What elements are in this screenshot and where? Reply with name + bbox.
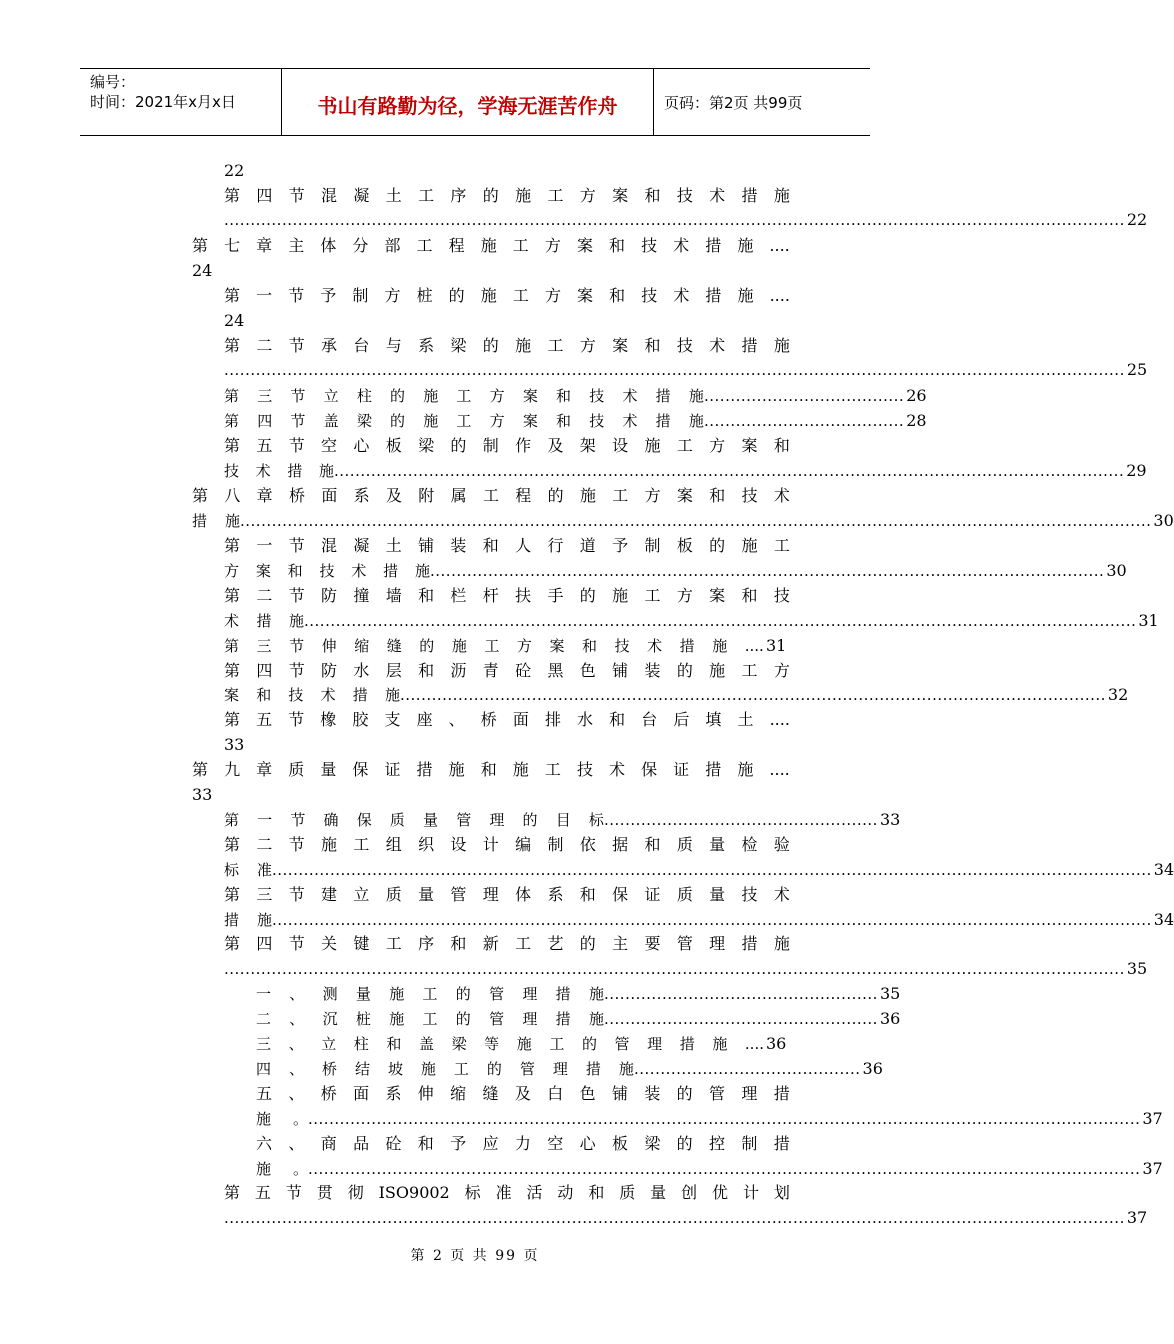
toc-page-number: 36 bbox=[862, 1059, 883, 1078]
toc-entry: 第 四 节 关 键 工 序 和 新 工 艺 的 主 要 管 理 措 施 bbox=[224, 934, 790, 953]
toc-chapter: 措 施 ............................................................................................................................................................................. 30 bbox=[192, 509, 792, 533]
page-info: 页码：第2页 共99页 bbox=[664, 93, 803, 112]
toc-leader-line: ........................................................................................................................................................................... 25 bbox=[224, 358, 792, 382]
page-footer: 第 2 页 共 99 页 bbox=[410, 1248, 540, 1264]
toc-page-number: 33 bbox=[224, 735, 245, 754]
toc-entry-title: 施 。 bbox=[256, 1110, 308, 1128]
toc-entry: 第 四 节 混 凝 土 工 序 的 施 工 方 案 和 技 术 措 施 bbox=[224, 186, 790, 205]
toc-page-number: 24 bbox=[224, 311, 245, 330]
toc-entry-title: 案 和 技 术 措 施 bbox=[224, 686, 400, 704]
toc-page-number: 34 bbox=[1153, 860, 1174, 879]
toc-entry-title: 四 、 桥 结 坡 施 工 的 管 理 措 施 bbox=[256, 1060, 634, 1078]
toc-entry-title: 标 准 bbox=[224, 861, 272, 879]
toc-entry-title: 措 施 bbox=[224, 911, 272, 929]
toc-entry: 措 施 ....................................................................................................................................................................... 34 bbox=[224, 908, 792, 932]
toc-entry: 第 五 节 贯 彻 ISO9002 标 准 活 动 和 质 量 创 优 计 划 bbox=[224, 1183, 790, 1202]
toc-page-number: 33 bbox=[879, 810, 901, 829]
toc-entry: 第 四 节 盖 梁 的 施 工 方 案 和 技 术 措 施 ...................................... 28 bbox=[224, 409, 792, 433]
toc-page-number: 22 bbox=[1126, 210, 1148, 229]
toc-page-number: 34 bbox=[1153, 910, 1174, 929]
toc-page-number: 29 bbox=[1126, 461, 1147, 480]
toc-entry-title: 术 措 施 bbox=[224, 612, 304, 630]
toc-entry: 案 和 技 术 措 施 ...................................................................................................................................... 32 bbox=[224, 683, 792, 707]
toc-entry-title: 第 一 节 确 保 质 量 管 理 的 目 标 bbox=[224, 811, 604, 829]
toc-entry: 第 三 节 建 立 质 量 管 理 体 系 和 保 证 质 量 技 术 bbox=[224, 885, 790, 904]
toc-page-number: 30 bbox=[1153, 511, 1174, 530]
toc-page-number: 24 bbox=[192, 261, 213, 280]
toc-page-number: 37 bbox=[1126, 1208, 1148, 1227]
toc-entry: 方 案 和 技 术 措 施 ................................................................................................................................ 30 bbox=[224, 559, 792, 583]
toc-entry: 第 三 节 立 柱 的 施 工 方 案 和 技 术 措 施 ...................................... 26 bbox=[224, 384, 792, 408]
toc-chapter: 第 九 章 质 量 保 证 措 施 和 施 工 技 术 保 证 措 施 .... bbox=[192, 760, 790, 779]
toc-page-number: 28 bbox=[906, 411, 927, 430]
toc-entry-title: 技 术 措 施 bbox=[224, 462, 334, 480]
toc-page-number: 37 bbox=[1142, 1159, 1163, 1178]
toc-entry: 第 一 节 予 制 方 桩 的 施 工 方 案 和 技 术 措 施 .... bbox=[224, 286, 790, 305]
toc-page-number: 32 bbox=[1107, 685, 1129, 704]
toc-entry-title: 二 、 沉 桩 施 工 的 管 理 措 施 bbox=[256, 1010, 604, 1028]
motto: 书山有路勤为径，学海无涯苦作舟 bbox=[282, 69, 654, 135]
toc-leader-line: ........................................................................................................................................................................... 35 bbox=[224, 957, 792, 981]
toc-page-number: 35 bbox=[879, 984, 901, 1003]
toc-subentry: 四 、 桥 结 坡 施 工 的 管 理 措 施 ........................................... 36 bbox=[256, 1057, 792, 1081]
toc-page-number: 22 bbox=[224, 161, 245, 180]
toc-subentry: 六 、 商 品 砼 和 予 应 力 空 心 板 梁 的 控 制 措 bbox=[256, 1134, 790, 1153]
toc-page-number: 33 bbox=[192, 785, 213, 804]
toc-entry: 第 四 节 防 水 层 和 沥 青 砼 黑 色 铺 装 的 施 工 方 bbox=[224, 661, 790, 680]
toc-page-number: 37 bbox=[1142, 1109, 1163, 1128]
toc-entry: 第 五 节 空 心 板 梁 的 制 作 及 架 设 施 工 方 案 和 bbox=[224, 436, 790, 455]
toc-entry: 第 二 节 承 台 与 系 梁 的 施 工 方 案 和 技 术 措 施 bbox=[224, 336, 790, 355]
toc-entry-title: 方 案 和 技 术 措 施 bbox=[224, 562, 430, 580]
toc-entry-title: 第 四 节 盖 梁 的 施 工 方 案 和 技 术 措 施 bbox=[224, 412, 704, 430]
toc-page-number: 36 bbox=[879, 1009, 901, 1028]
toc-entry: 第 一 节 确 保 质 量 管 理 的 目 标 .................................................... 33 bbox=[224, 808, 792, 832]
toc-entry-title: 第 三 节 立 柱 的 施 工 方 案 和 技 术 措 施 bbox=[224, 387, 704, 405]
toc-page-number: 30 bbox=[1106, 561, 1127, 580]
toc-page-number: 26 bbox=[906, 386, 927, 405]
toc-entry-title: 第 三 节 伸 缩 缝 的 施 工 方 案 和 技 术 措 施 .... bbox=[224, 637, 764, 655]
toc-page-number: 31 bbox=[1138, 611, 1159, 630]
toc-entry: 术 措 施 .............................................................................................................................................................. 31 bbox=[224, 609, 792, 633]
toc-subentry: 五 、 桥 面 系 伸 缩 缝 及 白 色 铺 装 的 管 理 措 bbox=[256, 1084, 790, 1103]
toc-subentry: 一 、 测 量 施 工 的 管 理 措 施 .................................................... 35 bbox=[256, 982, 792, 1006]
toc-page-number: 36 bbox=[766, 1034, 787, 1053]
toc-subentry: 二 、 沉 桩 施 工 的 管 理 措 施 .................................................... 36 bbox=[256, 1007, 792, 1031]
toc-entry-title: 三 、 立 柱 和 盖 梁 等 施 工 的 管 理 措 施 .... bbox=[256, 1035, 764, 1053]
time-label: 时间：2021年x月x日 bbox=[90, 93, 236, 111]
toc-leader-line: ........................................................................................................................................................................... 22 bbox=[224, 208, 792, 232]
toc-page-number: 31 bbox=[766, 636, 787, 655]
toc-subentry bbox=[256, 1032, 792, 1056]
number-label: 编号： bbox=[90, 73, 136, 91]
toc-entry-title: 施 。 bbox=[256, 1160, 308, 1178]
toc-subentry: 施 。 .............................................................................................................................................................. 37 bbox=[256, 1157, 792, 1181]
toc-chapter: 第 七 章 主 体 分 部 工 程 施 工 方 案 和 技 术 措 施 .... bbox=[192, 236, 790, 255]
toc-entry-title: 一 、 测 量 施 工 的 管 理 措 施 bbox=[256, 985, 604, 1003]
toc-chapter: 第 八 章 桥 面 系 及 附 属 工 程 的 施 工 方 案 和 技 术 bbox=[192, 486, 790, 505]
toc-entry: 标 准 ....................................................................................................................................................................... 34 bbox=[224, 858, 792, 882]
toc-entry: 第 二 节 防 撞 墙 和 栏 杆 扶 手 的 施 工 方 案 和 技 bbox=[224, 586, 790, 605]
toc-entry: 技 术 措 施 ...................................................................................................................................................... 29 bbox=[224, 459, 792, 483]
toc-leader-line: ........................................................................................................................................................................... 37 bbox=[224, 1206, 792, 1230]
toc-entry: 第 五 节 橡 胶 支 座 、 桥 面 排 水 和 台 后 填 土 .... bbox=[224, 710, 790, 729]
toc-entry: 第 一 节 混 凝 土 铺 装 和 人 行 道 予 制 板 的 施 工 bbox=[224, 536, 790, 555]
toc-page-number: 35 bbox=[1126, 959, 1148, 978]
toc-page-number: 25 bbox=[1126, 360, 1148, 379]
toc-subentry: 施 。 .............................................................................................................................................................. 37 bbox=[256, 1107, 792, 1131]
toc-entry-title: 措 施 bbox=[192, 512, 240, 530]
toc-entry bbox=[224, 634, 792, 658]
toc-entry: 第 二 节 施 工 组 织 设 计 编 制 依 据 和 质 量 检 验 bbox=[224, 835, 790, 854]
